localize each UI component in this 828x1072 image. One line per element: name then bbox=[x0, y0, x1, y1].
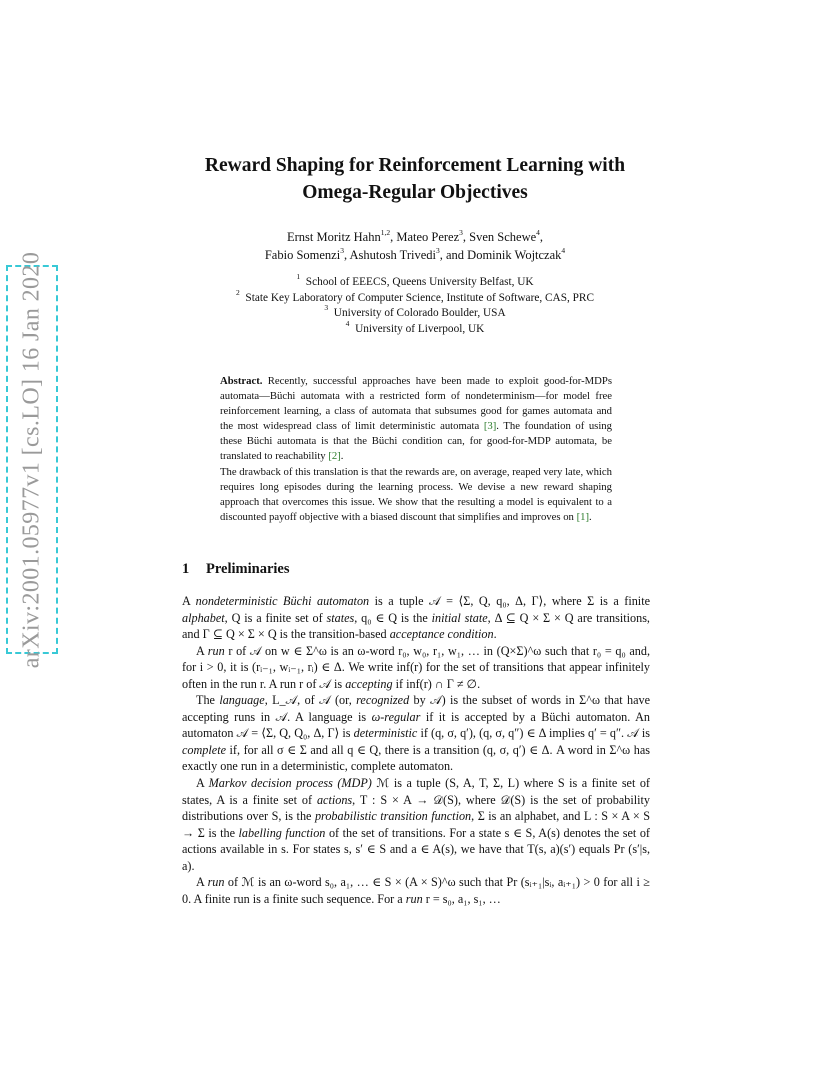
author-name: Fabio Somenzi bbox=[264, 248, 341, 262]
author-name: Ernst Moritz Hahn bbox=[286, 230, 381, 244]
author-affiliation-mark: 3 bbox=[459, 227, 463, 237]
emphasized-term: nondeterministic Büchi automaton bbox=[195, 594, 370, 608]
body-text: of the set of transitions. For a state s ∈ S, A(s) denotes the set of actions available in s. For states s, s′ ∈ S and a ∈ A(s), we have that T(s, a)(s′) equals Pr (s′|s, a). bbox=[182, 825, 650, 873]
author-affiliation-mark: 4 bbox=[536, 227, 540, 237]
arxiv-identifier-text: arXiv:2001.05977v1 [cs.LO] 16 Jan 2020 bbox=[18, 251, 45, 668]
affiliation-line bbox=[180, 318, 650, 338]
author-list bbox=[180, 228, 650, 264]
author-affiliation-mark: 1,2 bbox=[380, 227, 391, 237]
affiliation-mark: 4 bbox=[345, 318, 350, 328]
emphasized-term: run bbox=[207, 875, 225, 890]
title-line-2: Omega-Regular Objectives bbox=[302, 182, 528, 203]
affiliation-text: State Key Laboratory of Computer Science, Institute of Software, CAS, PRC bbox=[245, 291, 594, 304]
emphasized-term: states bbox=[326, 610, 355, 625]
body-text: if, for all σ ∈ Σ and all q ∈ Q, there is a transition (q, σ, q′) ∈ Δ. A word in Σ^ω has exactly one run in a deterministic, complete automaton. bbox=[182, 742, 650, 774]
citation-link[interactable]: [2] bbox=[328, 450, 341, 463]
emphasized-term: Markov decision process (MDP) bbox=[208, 776, 372, 791]
emphasized-term: initial state bbox=[431, 610, 488, 625]
abstract-paragraph-2 bbox=[220, 465, 612, 525]
affiliation-line bbox=[180, 303, 650, 322]
section-heading bbox=[182, 561, 290, 578]
emphasized-term: labelling function bbox=[238, 825, 326, 840]
body-paragraph bbox=[182, 643, 650, 693]
emphasized-term: probabilistic transition function bbox=[314, 809, 472, 824]
body-paragraph bbox=[182, 593, 650, 643]
author-name: Dominik Wojtczak bbox=[467, 248, 562, 262]
abstract-paragraph-1 bbox=[220, 374, 612, 465]
body-paragraph bbox=[182, 692, 650, 775]
body-text: , Σ is an alphabet, and L : S × A × S → Σ is the bbox=[182, 809, 650, 840]
author-line-2: Fabio Somenzi$^3$, Ashutosh Trivedi$^3$, and Dominik Wojtczak$^4$ bbox=[264, 245, 566, 262]
abstract-text: The drawback of this translation is that the rewards are, on average, reaped very late, which requires long episodes during the learning process. We devise a new reward shaping approach that overcomes this issue. We show that the resulting a model is equivalent to a discounted payoff objective with a biased discount that simplifies and improves on bbox=[220, 465, 612, 523]
citation-link[interactable]: [3] bbox=[483, 420, 497, 433]
body-text: if it is accepted by a Büchi automaton. An automaton 𝒜 = ⟨Σ, Q, Q₀, Δ, Γ⟩ is bbox=[182, 709, 651, 741]
author-name: Mateo Perez bbox=[396, 230, 460, 244]
abstract-text: . bbox=[340, 450, 344, 463]
body-text: A bbox=[196, 875, 208, 890]
affiliation-mark: 1 bbox=[296, 272, 301, 282]
author-line-1: Ernst Moritz Hahn$^{1,2}$, Mateo Perez$^3$, Sven Schewe$^4$, bbox=[286, 227, 544, 244]
body-text: by 𝒜) is the subset of words in Σ^ω that have accepting runs in 𝒜. A language is bbox=[182, 693, 650, 724]
affiliation-line bbox=[180, 287, 650, 307]
abstract-text: . bbox=[589, 510, 592, 523]
body-paragraph bbox=[182, 775, 650, 874]
body-paragraph bbox=[182, 874, 650, 907]
arxiv-identifier-stamp bbox=[6, 251, 58, 668]
author-affiliation-mark: 3 bbox=[435, 245, 440, 255]
body-text: , T : S × A → 𝒟(S), where 𝒟(S) is the set of probability distributions over S, is the bbox=[182, 792, 650, 824]
body-text: , Δ ⊆ Q × Σ × Q are transitions, and Γ ⊆ Q × Σ × Q is the transition-based bbox=[182, 610, 650, 642]
abstract-text: . The foundation of using these Büchi automata is that the Büchi condition can, for good-for-MDP automata, be translated to reachability bbox=[220, 420, 612, 463]
body-text: , Q is a finite set of bbox=[224, 610, 327, 625]
author-affiliation-mark: 4 bbox=[561, 245, 566, 255]
body-text: A bbox=[196, 776, 209, 791]
section-number: 1 bbox=[182, 561, 190, 577]
author-affiliation-mark: 3 bbox=[340, 245, 344, 255]
author-name: Sven Schewe bbox=[469, 230, 537, 244]
body-text: is a tuple 𝒜 = ⟨Σ, Q, q₀, Δ, Γ⟩, where Σ is a finite bbox=[369, 594, 650, 608]
body-text: A bbox=[182, 594, 196, 608]
citation-link[interactable]: [1] bbox=[576, 510, 590, 523]
body-text: A bbox=[196, 643, 208, 658]
body-text: . bbox=[493, 627, 497, 642]
emphasized-term: complete bbox=[182, 742, 226, 757]
abstract-heading: Abstract. bbox=[220, 375, 263, 387]
body-text: , L_𝒜, of 𝒜 (or, bbox=[264, 693, 357, 708]
body-text: if inf(r) ∩ Γ ≠ ∅. bbox=[392, 676, 481, 691]
emphasized-term: ω-regular bbox=[371, 709, 421, 724]
body-text: r of 𝒜 on w ∈ Σ^ω is an ω-word r₀, w₀, r₁, w₁, … in (Q×Σ)^ω such that r₀ = q₀ and, for i > 0, it is (rᵢ₋₁, wᵢ₋₁, rᵢ) ∈ Δ. We write inf(r) for the set of transitions that appear infinitely often in the run r. A run r of 𝒜 is bbox=[182, 643, 650, 691]
body-text: of ℳ is an ω-word s₀, a₁, … ∈ S × (A × S)^ω such that Pr (sᵢ₊₁|sᵢ, aᵢ₊₁) > 0 for all i ≥ 0. A finite run is a finite such sequence. For a bbox=[182, 875, 650, 906]
affiliation-text: School of EEECS, Queens University Belfast, UK bbox=[305, 276, 534, 288]
body-text: if (q, σ, q′), (q, σ, q″) ∈ Δ implies q′ = q″. 𝒜 is bbox=[417, 726, 650, 741]
body-text: The bbox=[196, 693, 220, 708]
section-title: Preliminaries bbox=[206, 561, 290, 577]
emphasized-term: actions bbox=[316, 792, 353, 807]
affiliation-line bbox=[180, 272, 650, 291]
body-text: r = s₀, a₁, s₁, … bbox=[422, 891, 501, 906]
emphasized-term: language bbox=[219, 693, 265, 708]
emphasized-term: acceptance condition bbox=[389, 627, 494, 642]
emphasized-term: accepting bbox=[345, 676, 393, 691]
emphasized-term: run bbox=[207, 643, 225, 658]
emphasized-term: deterministic bbox=[353, 726, 418, 741]
affiliation-text: University of Liverpool, UK bbox=[355, 322, 485, 335]
paper-title bbox=[150, 152, 680, 206]
affiliation-text: University of Colorado Boulder, USA bbox=[333, 307, 506, 319]
author-name: Ashutosh Trivedi bbox=[349, 248, 436, 262]
affiliation-mark: 2 bbox=[236, 287, 240, 297]
affiliation-mark: 3 bbox=[324, 303, 329, 313]
body-text: , q₀ ∈ Q is the bbox=[354, 610, 432, 625]
emphasized-term: alphabet bbox=[182, 610, 225, 625]
section-body bbox=[182, 593, 650, 907]
abstract-text: Recently, successful approaches have been made to exploit good-for-MDPs automata—Büchi automata with a restricted form of nondeterminism—for model free reinforcement learning, a class of automata that subsumes good for games automata and the most widespread class of limit deterministic automata bbox=[220, 375, 612, 433]
abstract bbox=[220, 374, 612, 525]
affiliation-list bbox=[180, 272, 650, 337]
emphasized-term: run bbox=[405, 891, 423, 906]
title-line-1: Reward Shaping for Reinforcement Learning with bbox=[204, 155, 626, 176]
emphasized-term: recognized bbox=[356, 693, 410, 708]
body-text: ℳ is a tuple (S, A, T, Σ, L) where S is a finite set of states, A is a finite set of bbox=[182, 776, 650, 807]
